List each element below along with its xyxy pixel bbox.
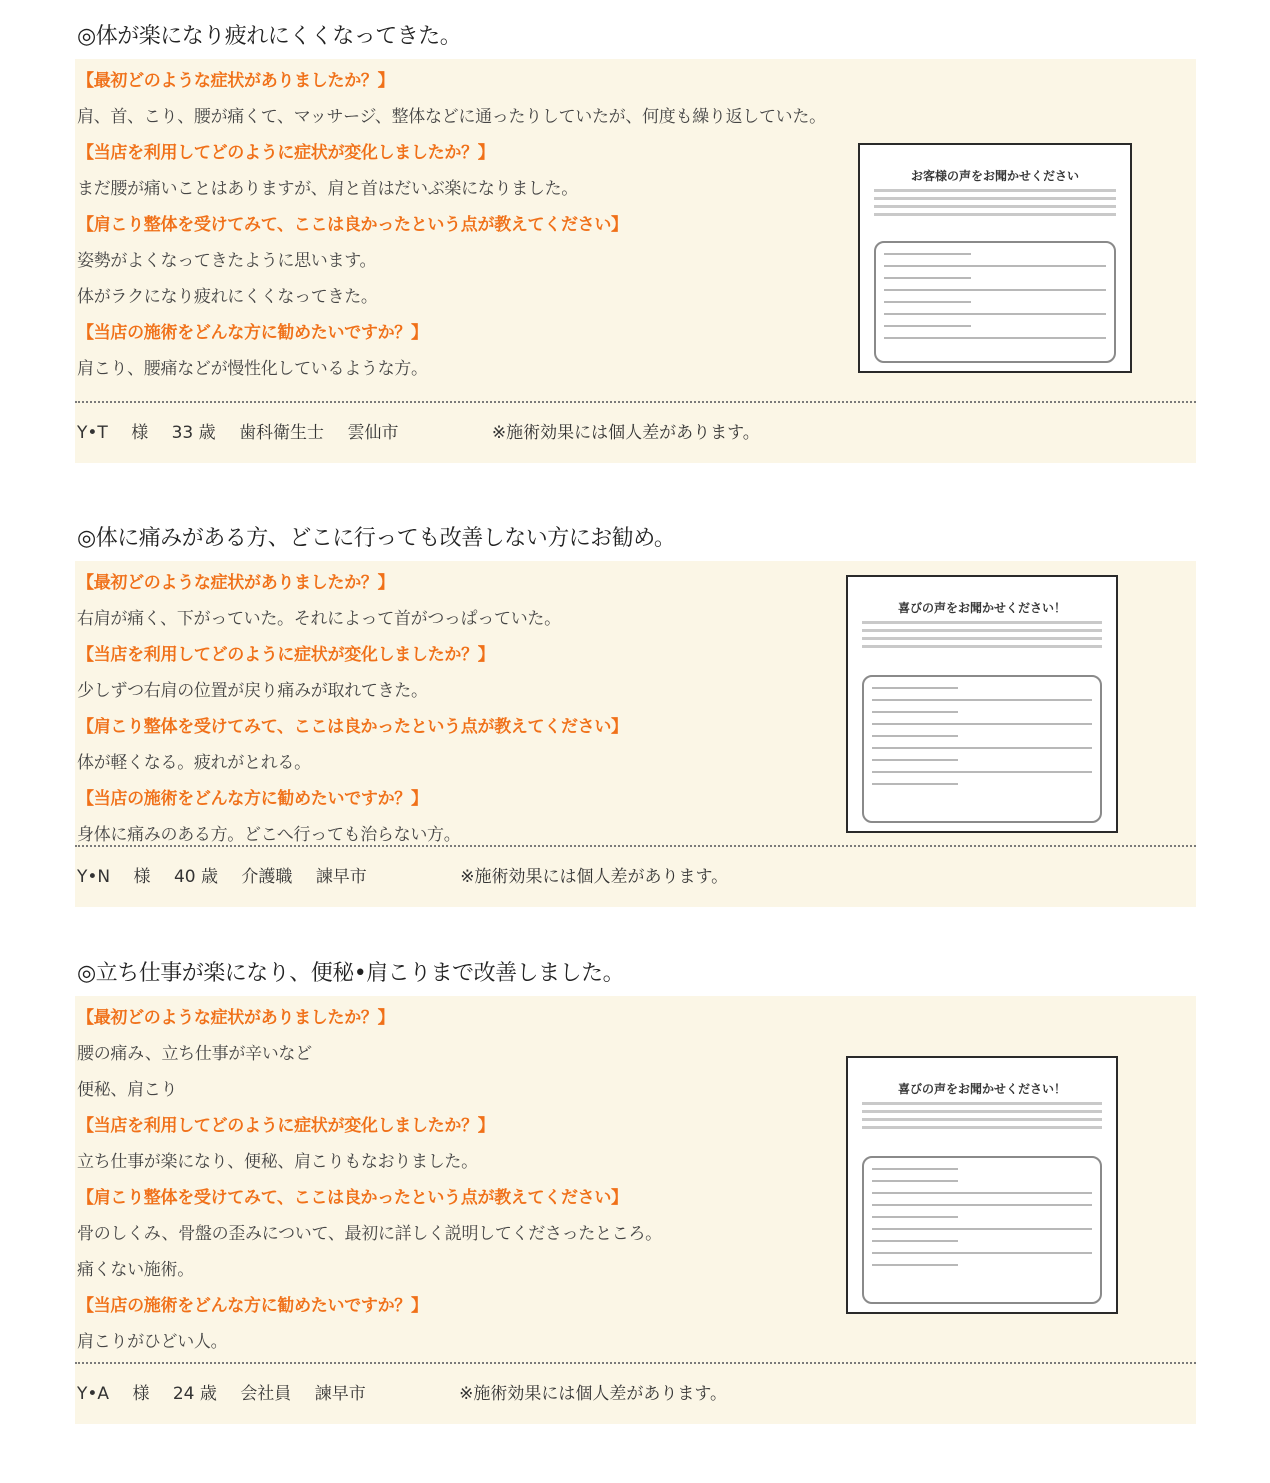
testimonial-2	[75, 517, 1196, 907]
answer: 肩こり、腰痛などが慢性化しているような方。	[77, 359, 428, 379]
customer-city: 諫早市	[314, 1384, 366, 1404]
testimonial-title: ◎体が楽になり疲れにくくなってきた。	[77, 24, 462, 49]
customer-info	[75, 847, 1196, 907]
customer-job: 会社員	[240, 1384, 292, 1404]
customer-honorific: 様	[131, 423, 149, 443]
answer: 肩こりがひどい人。	[77, 1332, 228, 1352]
question: 【当店を利用してどのように症状が変化しましたか？】	[77, 645, 495, 665]
question: 【当店の施術をどんな方に勧めたいですか？】	[77, 323, 428, 343]
customer-job: 歯科衛生士	[239, 423, 325, 443]
question: 【最初どのような症状がありましたか？】	[77, 71, 395, 91]
question: 【最初どのような症状がありましたか？】	[77, 1008, 395, 1028]
customer-age: 33 歳	[171, 423, 216, 443]
customer-honorific: 様	[132, 1384, 150, 1404]
question: 【当店を利用してどのように症状が変化しましたか？】	[77, 143, 495, 163]
disclaimer: ※施術効果には個人差があります。	[460, 867, 729, 887]
answer: 肩、首、こり、腰が痛くて、マッサージ、整体などに通ったりしていたが、何度も繰り返していた。	[77, 107, 826, 127]
customer-initials: Y•N	[77, 867, 111, 887]
disclaimer: ※施術効果には個人差があります。	[491, 423, 760, 443]
customer-info	[75, 403, 1196, 463]
answer: 姿勢がよくなってきたように思います。	[77, 251, 377, 271]
customer-initials: Y•T	[77, 423, 108, 443]
answer: 体がラクになり疲れにくくなってきた。	[77, 287, 378, 307]
testimonial-title: ◎体に痛みがある方、どこに行っても改善しない方にお勧め。	[77, 526, 676, 551]
question: 【当店を利用してどのように症状が変化しましたか？】	[77, 1116, 495, 1136]
answer: 体が軽くなる。疲れがとれる。	[77, 753, 311, 773]
answer: 身体に痛みのある方。どこへ行っても治らない方。	[77, 825, 461, 845]
customer-initials: Y•A	[77, 1384, 110, 1404]
customer-info	[75, 1364, 1196, 1424]
testimonial-panel	[75, 996, 1196, 1424]
customer-city: 雲仙市	[347, 423, 399, 443]
survey-card-image	[858, 143, 1132, 373]
question: 【当店の施術をどんな方に勧めたいですか？】	[77, 1296, 428, 1316]
disclaimer: ※施術効果には個人差があります。	[459, 1384, 728, 1404]
testimonial-panel	[75, 59, 1196, 463]
answer: まだ腰が痛いことはありますが、肩と首はだいぶ楽になりました。	[77, 179, 578, 199]
customer-honorific: 様	[133, 867, 151, 887]
customer-age: 24 歳	[172, 1384, 217, 1404]
customer-job: 介護職	[241, 867, 293, 887]
answer: 痛くない施術。	[77, 1260, 194, 1280]
survey-card-image	[846, 1056, 1118, 1314]
testimonial-3	[75, 952, 1196, 1424]
answer: 便秘、肩こり	[77, 1080, 178, 1100]
testimonial-panel	[75, 561, 1196, 907]
survey-card-image	[846, 575, 1118, 833]
customer-city: 諫早市	[315, 867, 367, 887]
testimonial-1	[75, 15, 1196, 463]
survey-card-title: お客様の声をお聞かせください	[910, 169, 1079, 183]
answer: 腰の痛み、立ち仕事が辛いなど	[77, 1044, 312, 1064]
question: 【当店の施術をどんな方に勧めたいですか？】	[77, 789, 428, 809]
question: 【肩こり整体を受けてみて、ここは良かったという点が教えてください】	[77, 215, 628, 235]
question: 【肩こり整体を受けてみて、ここは良かったという点が教えてください】	[77, 717, 628, 737]
question: 【最初どのような症状がありましたか？】	[77, 573, 395, 593]
question: 【肩こり整体を受けてみて、ここは良かったという点が教えてください】	[77, 1188, 628, 1208]
survey-card-title: 喜びの声をお聞かせください！	[897, 601, 1066, 615]
testimonial-title: ◎立ち仕事が楽になり、便秘•肩こりまで改善しました。	[77, 961, 625, 986]
customer-age: 40 歳	[173, 867, 218, 887]
answer: 少しずつ右肩の位置が戻り痛みが取れてきた。	[77, 681, 428, 701]
answer: 右肩が痛く、下がっていた。それによって首がつっぱっていた。	[77, 609, 561, 629]
survey-card-title: 喜びの声をお聞かせください！	[897, 1082, 1066, 1096]
answer: 立ち仕事が楽になり、便秘、肩こりもなおりました。	[77, 1152, 478, 1172]
answer: 骨のしくみ、骨盤の歪みについて、最初に詳しく説明してくださったところ。	[77, 1224, 662, 1244]
